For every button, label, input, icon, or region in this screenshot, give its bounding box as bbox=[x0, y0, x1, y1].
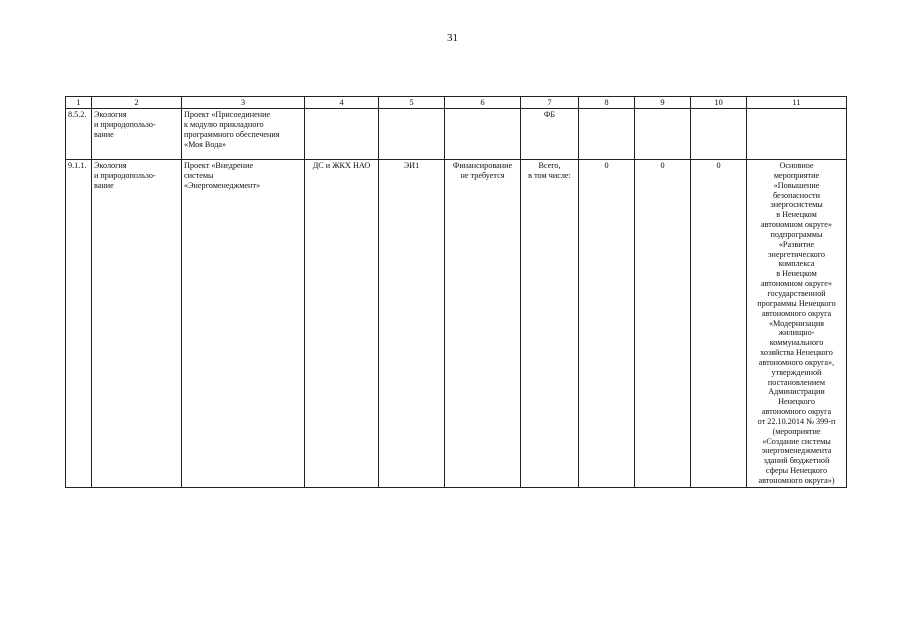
header-cell-1: 1 bbox=[66, 97, 92, 109]
value-cell-10 bbox=[691, 109, 747, 160]
header-cell-7: 7 bbox=[521, 97, 579, 109]
value-cell-9: 0 bbox=[635, 160, 691, 488]
code-cell: ЭИ1 bbox=[379, 160, 445, 488]
header-cell-3: 3 bbox=[182, 97, 305, 109]
area-cell: Экология и природопользо- вание bbox=[92, 109, 182, 160]
note-cell bbox=[747, 109, 847, 160]
header-cell-6: 6 bbox=[445, 97, 521, 109]
note-cell: Основное мероприятие «Повышение безопасности энергосистемы в Ненецком автономном округе» подпрограммы «Развитие энергетического комплекса в Ненецком автономном округе» государственной программы Ненецкого автономного округа «Модернизация жилищно- коммунального хозяйства Ненецкого автономного округа», утвержденной постановлением Администрации Ненецкого автономного округа от 22.10.2014 № 399-п (мероприятие «Создание системы энергоменеджмента зданий бюджетной сферы Ненецкого автономного округа») bbox=[747, 160, 847, 488]
header-cell-5: 5 bbox=[379, 97, 445, 109]
row-number: 8.5.2. bbox=[66, 109, 92, 160]
row-number: 9.1.1. bbox=[66, 160, 92, 488]
value-cell-9 bbox=[635, 109, 691, 160]
header-cell-11: 11 bbox=[747, 97, 847, 109]
responsible-cell: ДС и ЖКХ НАО bbox=[305, 160, 379, 488]
program-table bbox=[65, 96, 847, 488]
financing-cell: Финансирование не требуется bbox=[445, 160, 521, 488]
value-cell-10: 0 bbox=[691, 160, 747, 488]
financing-cell bbox=[445, 109, 521, 160]
value-cell-8: 0 bbox=[579, 160, 635, 488]
table-row bbox=[66, 160, 847, 488]
source-cell: ФБ bbox=[521, 109, 579, 160]
responsible-cell bbox=[305, 109, 379, 160]
table-row bbox=[66, 109, 847, 160]
code-cell bbox=[379, 109, 445, 160]
header-row bbox=[66, 97, 847, 109]
header-cell-8: 8 bbox=[579, 97, 635, 109]
header-cell-10: 10 bbox=[691, 97, 747, 109]
project-cell: Проект «Внедрение системы «Энергоменеджмент» bbox=[182, 160, 305, 488]
area-cell: Экология и природопользо- вание bbox=[92, 160, 182, 488]
header-cell-9: 9 bbox=[635, 97, 691, 109]
header-cell-2: 2 bbox=[92, 97, 182, 109]
page-number: 31 bbox=[447, 32, 458, 44]
value-cell-8 bbox=[579, 109, 635, 160]
project-cell: Проект «Присоединение к модулю прикладного программного обеспечения «Моя Вода» bbox=[182, 109, 305, 160]
header-cell-4: 4 bbox=[305, 97, 379, 109]
source-cell: Всего, в том числе: bbox=[521, 160, 579, 488]
